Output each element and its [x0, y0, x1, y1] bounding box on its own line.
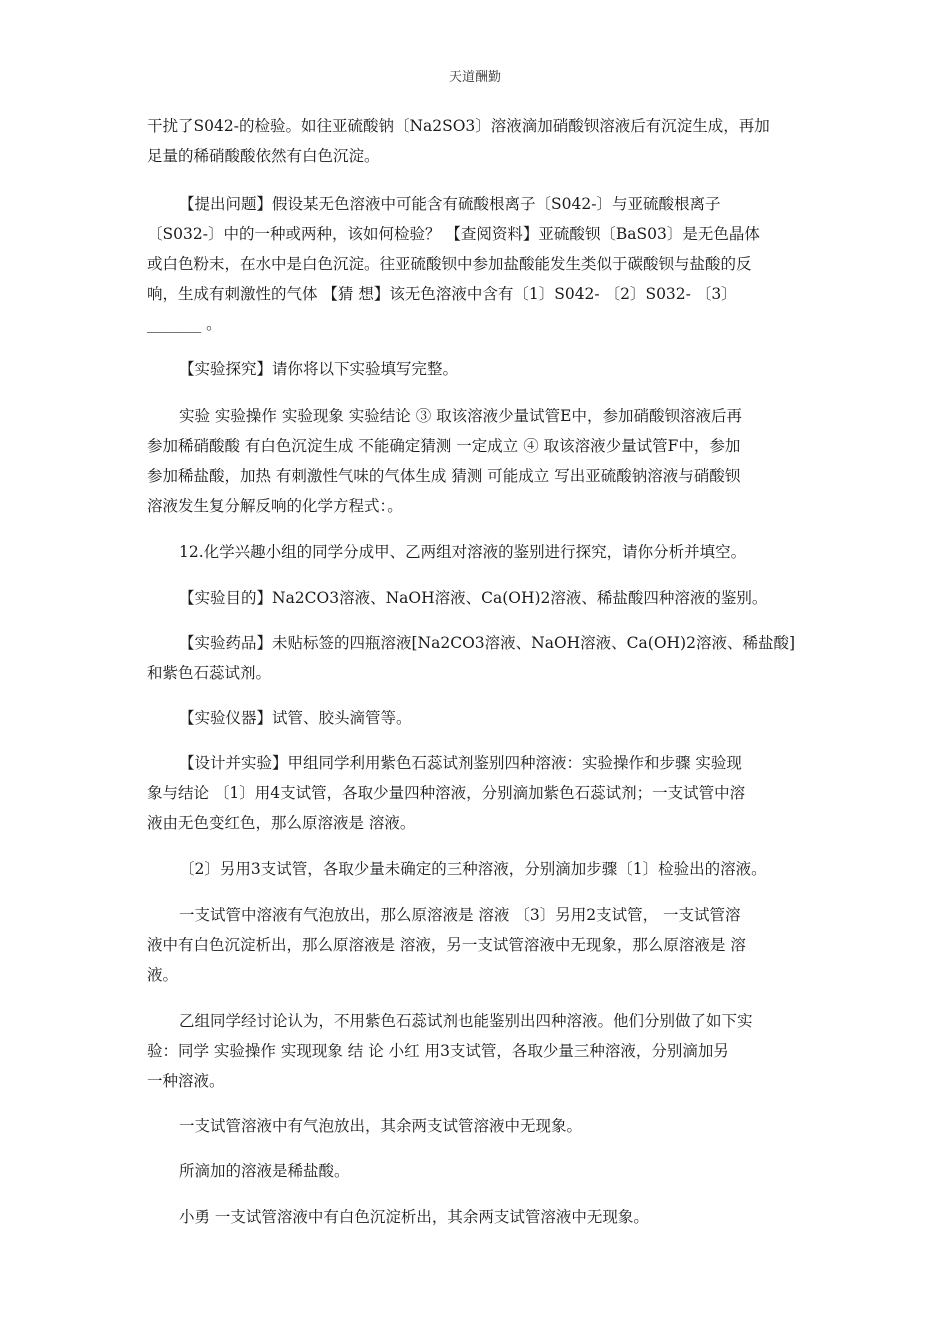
page-header: 天道酬勤	[448, 70, 501, 85]
paragraph-4: 实验 实验操作 实验现象 实验结论 ③ 取该溶液少量试管E中，参加硝酸钡溶液后再 参加稀硝酸酸 有白色沉淀生成 不能确定猜测 一定成立 ④ 取该溶液少量试管F中，参加 参加稀盐酸，加热 有刺激性气味的气体生成 猜测 可能成立 写出亚硫酸钠溶液与硝酸钡 溶液发生复分解反响的化学方程式：。	[147, 407, 742, 515]
paragraph-12: 乙组同学经讨论认为，不用紫色石蕊试剂也能鉴别出四种溶液。他们分别做了如下实 验：同学 实验操作 实现现象 结 论 小红 用3支试管，各取少量三种溶液，分别滴加另 一种溶液。	[147, 1012, 753, 1090]
paragraph-10: 〔2〕另用3支试管，各取少量未确定的三种溶液，分别滴加步骤〔1〕检验出的溶液。	[179, 860, 767, 878]
paragraph-1: 干扰了S042-的检验。如往亚硫酸钠〔Na2SO3〕溶液滴加硝酸钡溶液后有沉淀生成，再加 足量的稀硝酸酸依然有白色沉淀。	[147, 117, 770, 165]
paragraph-11: 一支试管中溶液有气泡放出，那么原溶液是 溶液 〔3〕另用2支试管， 一支试管溶 液中有白色沉淀析出，那么原溶液是 溶液，另一支试管溶液中无现象，那么原溶液是 溶 液。	[147, 906, 746, 984]
paragraph-5: 12.化学兴趣小组的同学分成甲、乙两组对溶液的鉴别进行探究，请你分析并填空。	[179, 543, 747, 561]
paragraph-3: 【实验探究】请你将以下实验填写完整。	[179, 360, 459, 378]
paragraph-7: 【实验药品】未贴标签的四瓶溶液[Na2CO3溶液、NaOH溶液、Ca(OH)2溶液、稀盐酸] 和紫色石蕊试剂。	[147, 634, 795, 682]
paragraph-6: 【实验目的】Na2CO3溶液、NaOH溶液、Ca(OH)2溶液、稀盐酸四种溶液的鉴别。	[179, 589, 768, 607]
paragraph-8: 【实验仪器】试管、胶头滴管等。	[179, 709, 412, 727]
paragraph-15: 小勇 一支试管溶液中有白色沉淀析出，其余两支试管溶液中无现象。	[179, 1208, 649, 1226]
paragraph-2: 【提出问题】假设某无色溶液中可能含有硫酸根离子〔S042-〕与亚硫酸根离子 〔S032-〕中的一种或两种，该如何检验？ 【查阅资料】亚硫酸钡〔BaS03〕是无色晶体 或白色粉末，在水中是白色沉淀。往亚硫酸钡中参加盐酸能发生类似于碳酸钡与盐酸的反 响，生成有刺激性的气体 【猜 想】该无色溶液中含有〔1〕S042- 〔2〕S032- 〔3〕 _______ 。	[147, 195, 760, 333]
paragraph-14: 所滴加的溶液是稀盐酸。	[179, 1162, 350, 1180]
paragraph-13: 一支试管溶液中有气泡放出，其余两支试管溶液中无现象。	[179, 1117, 583, 1135]
paragraph-9: 【设计并实验】甲组同学利用紫色石蕊试剂鉴别四种溶液：实验操作和步骤 实验现 象与结论 〔1〕用4支试管，各取少量四种溶液，分别滴加紫色石蕊试剂；一支试管中溶 液由无色变红色，那么原溶液是 溶液。	[147, 754, 746, 832]
